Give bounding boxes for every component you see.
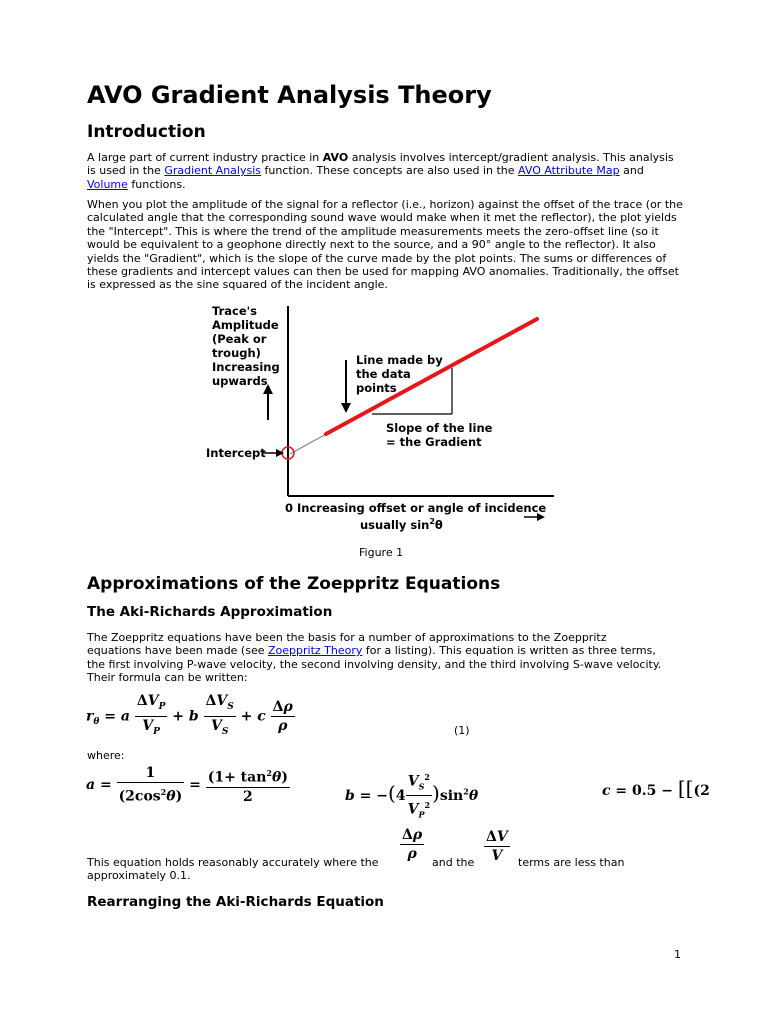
accuracy-line-2: approximately 0.1. xyxy=(87,869,191,882)
avo-attribute-map-link[interactable]: AVO Attribute Map xyxy=(518,164,620,178)
page-title: AVO Gradient Analysis Theory xyxy=(87,81,492,109)
line-label: Line made by the data points xyxy=(356,353,443,395)
intercept-label: Intercept xyxy=(206,446,266,460)
y-axis-label: Trace's Amplitude (Peak or trough) Increasing upwards xyxy=(212,304,280,388)
page-number: 1 xyxy=(674,948,681,961)
accuracy-terms: terms are less than xyxy=(518,856,625,869)
introduction-heading: Introduction xyxy=(87,122,206,142)
x-axis-label: 0 Increasing offset or angle of incidence xyxy=(285,501,547,515)
avo-bold: AVO xyxy=(322,151,349,164)
delta-rho-fraction: $\frac{\Delta\rho}{\rho}$ xyxy=(402,827,423,862)
zoeppritz-theory-link[interactable]: Zoeppritz Theory xyxy=(268,644,363,658)
extrapolation-line xyxy=(290,433,328,454)
accuracy-line-1: This equation holds reasonably accurately where the xyxy=(87,856,379,869)
aki-richards-equation: $r_\theta = a$ $\frac{\Delta V_P}{V_P}$ + b $\frac{\Delta V_S}{V_S}$ + c $\frac{\Delta\rho}{\rho}$ xyxy=(86,693,293,737)
where-label: where: xyxy=(87,749,125,762)
rearranging-heading: Rearranging the Aki-Richards Equation xyxy=(87,894,384,910)
figure-1 xyxy=(200,300,560,540)
equation-b: b = −(4 $\frac{V_S^2}{V_P^2}$ )$\sin^2\theta$ xyxy=(345,768,478,824)
down-arrow-icon xyxy=(341,403,351,413)
volume-link[interactable]: Volume xyxy=(87,177,128,191)
intro-paragraph-2: When you plot the amplitude of the signal for a reflector (i.e., horizon) against the offset of the trace (or the calculated angle that the corresponding sound wave would make when it met the reflector), the plot yields the "Intercept". This is where the trend of the amplitude measurements meets the zero-offset line (so it would be equivalent to a geophone directly next to the source, and a 90° angle to the reflector). It also yields the "Gradient", which is the slope of the curve made by the plot points. The sums or differences of these gradients and intercept values can then be used for mapping AVO anomalies. Traditionally, the offset is expressed as the sine squared of the incident angle. xyxy=(87,198,683,292)
equation-number: (1) xyxy=(454,724,470,737)
accuracy-and-the: and the xyxy=(432,856,475,869)
slope-label: Slope of the line = the Gradient xyxy=(386,421,493,449)
figure-caption: Figure 1 xyxy=(359,546,404,559)
equation-c: c = 0.5 − [[(2 xyxy=(602,776,710,800)
equation-a: a = $\frac{1}{(2\cos^2\theta)}$ = $\frac{(1+ \tan^2\theta)}{2}$ xyxy=(86,765,288,805)
zoeppritz-paragraph: The Zoeppritz equations have been the basis for a number of approximations to the Zoeppritz equations have been made (see Zoeppritz Theory for a listing). This equation is written as three terms, the first involving P-wave velocity, the second involving density, and the third involving S-wave velocity. Their formula can be written: xyxy=(87,631,662,685)
gradient-analysis-link[interactable]: Gradient Analysis xyxy=(164,164,262,178)
x-axis-sublabel: usually $\sin^2\theta$ xyxy=(360,517,443,532)
zoeppritz-heading: Approximations of the Zoeppritz Equations xyxy=(87,574,501,594)
aki-richards-heading: The Aki-Richards Approximation xyxy=(87,604,333,620)
intro-paragraph-1: A large part of current industry practice in AVO analysis involves intercept/gradient analysis. This analysis is used in the Gradient Analysis function. These concepts are also used in the AVO Attribute Map and Volume functions. xyxy=(87,151,674,191)
delta-v-fraction: $\frac{\Delta V}{V}$ xyxy=(486,829,508,864)
